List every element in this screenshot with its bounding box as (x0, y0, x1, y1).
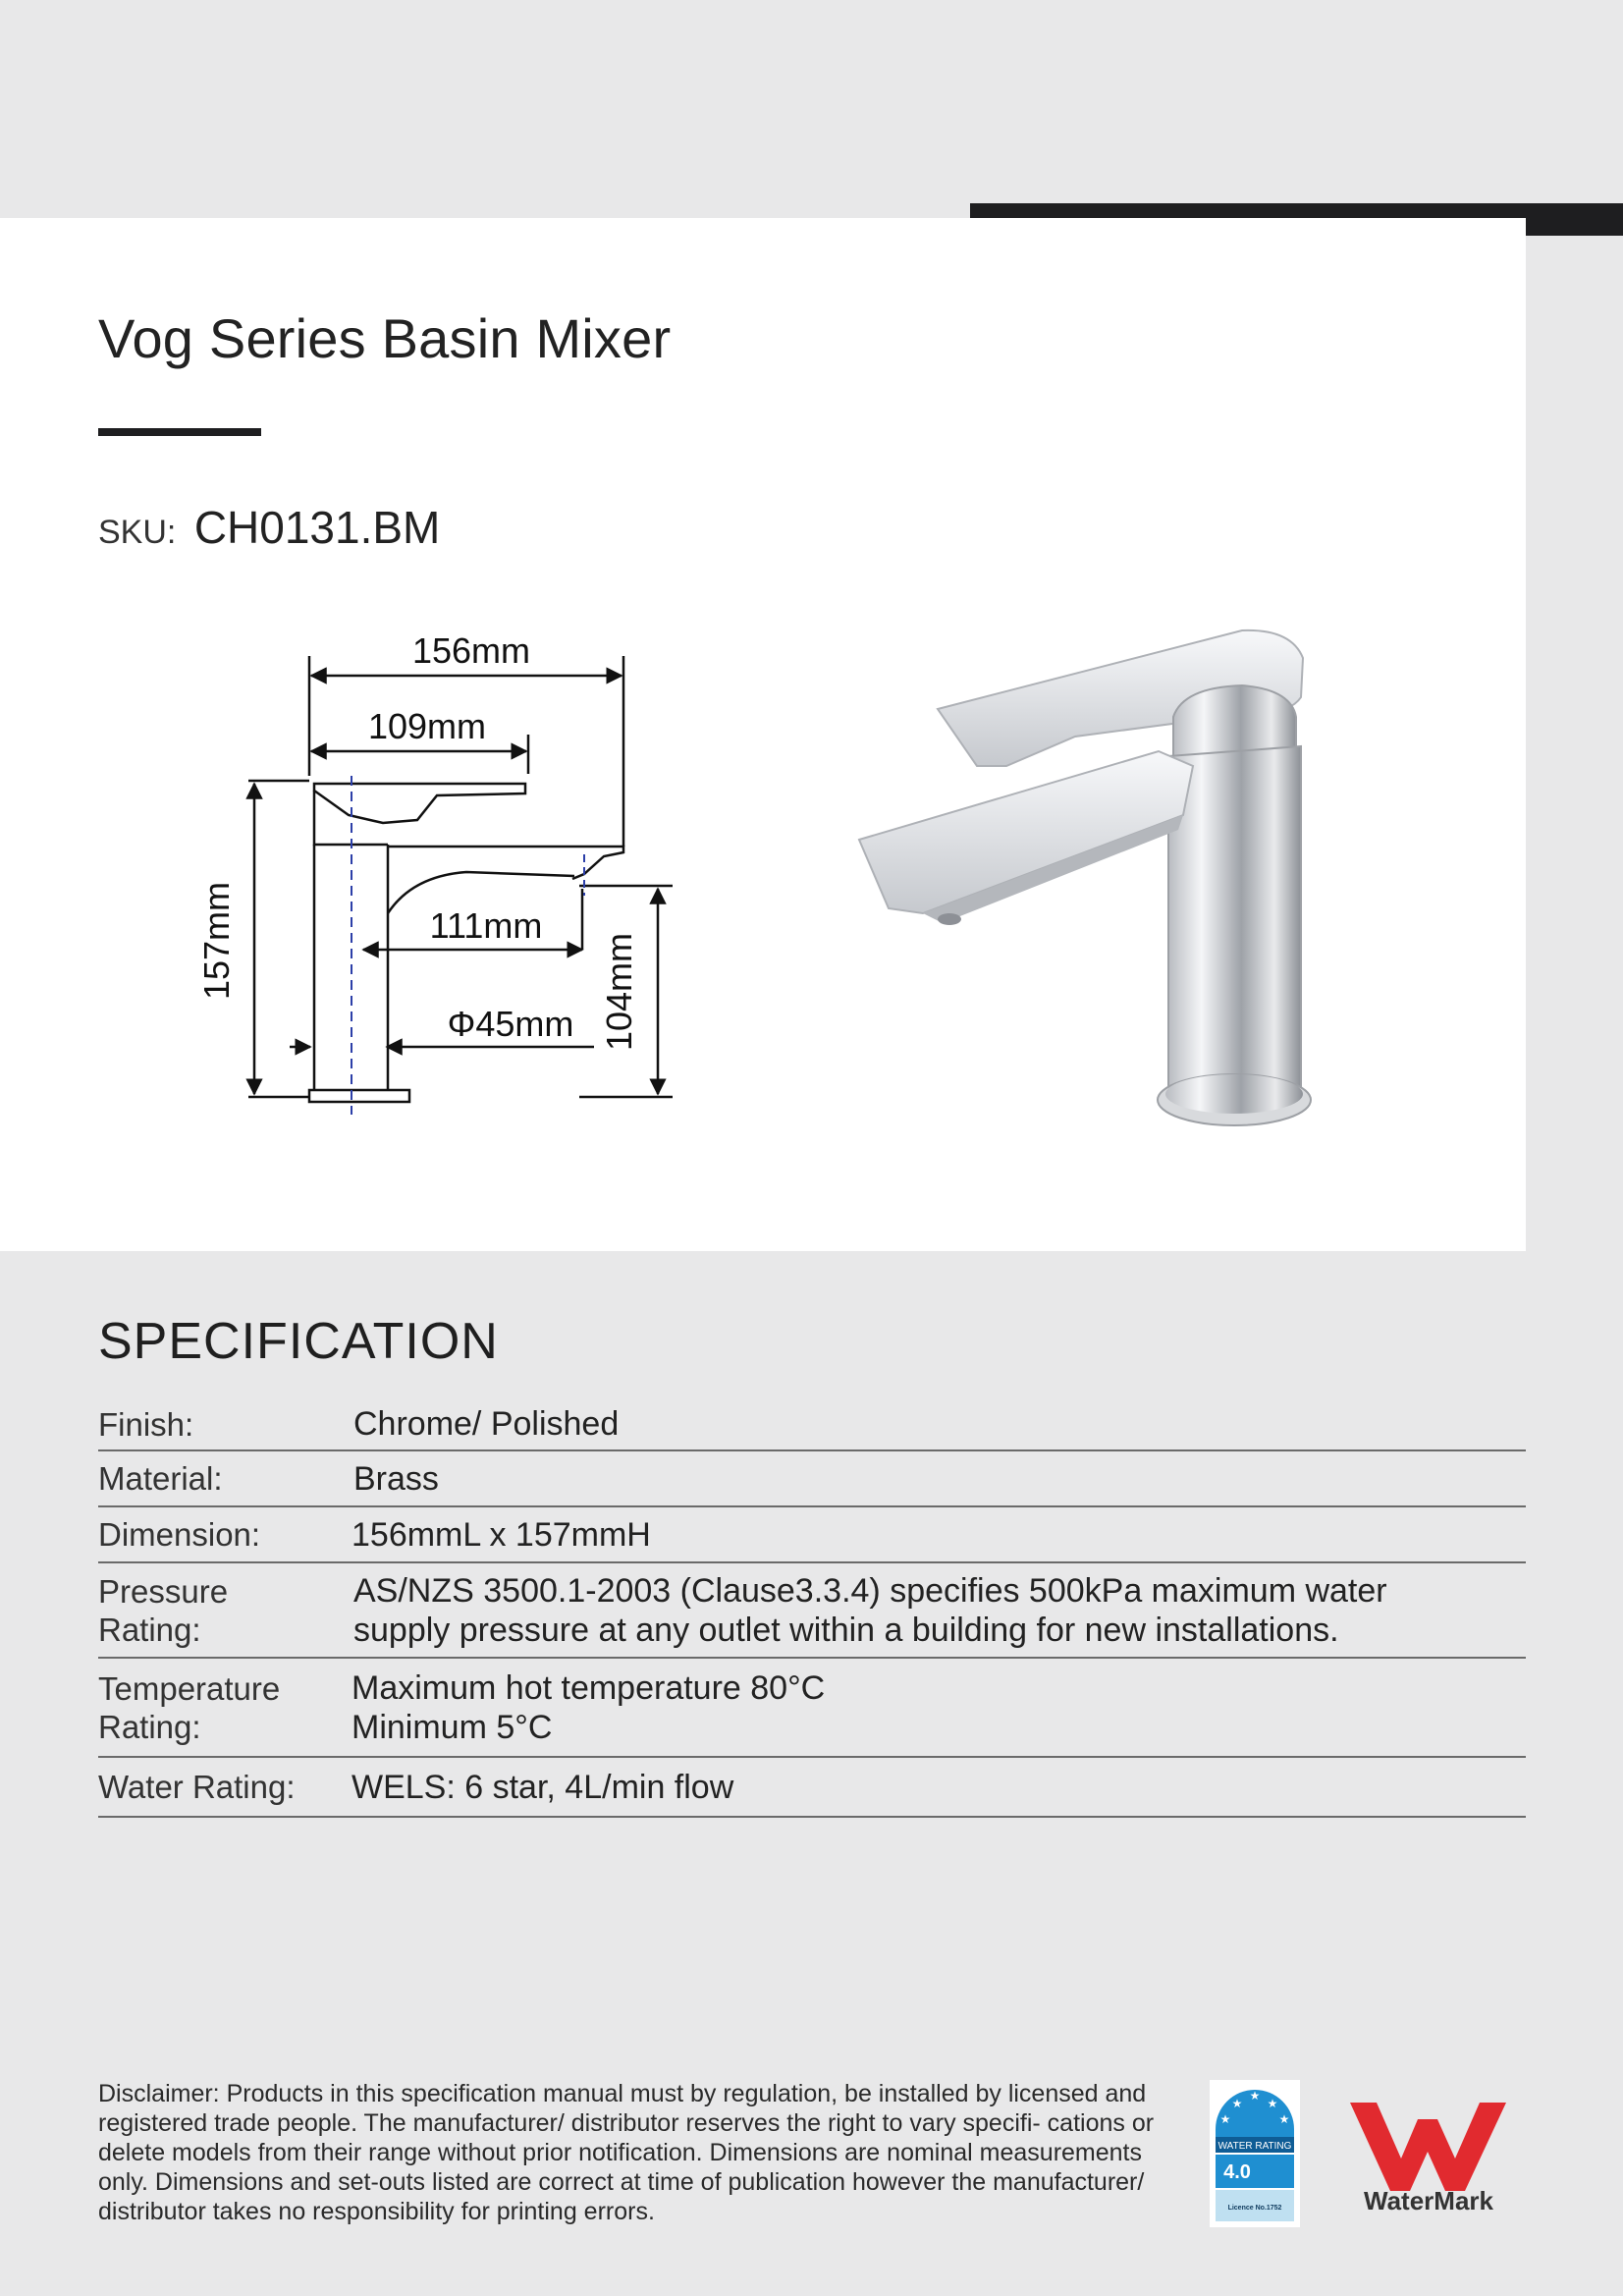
spec-row-temperature (98, 1659, 1526, 1758)
spec-value-line: AS/NZS 3500.1-2003 (Clause3.3.4) specifies 500kPa maximum water (353, 1571, 1387, 1610)
sku-label: SKU: (98, 514, 177, 551)
dim-overall-length: 156mm (411, 630, 531, 671)
specification-table (98, 1398, 1526, 1818)
spec-row-finish (98, 1398, 1526, 1451)
spec-row-dimension (98, 1507, 1526, 1563)
wels-rating-badge (1210, 2080, 1300, 2227)
dim-handle-length: 109mm (367, 706, 487, 746)
spec-label: Water Rating: (98, 1769, 296, 1805)
sku-line (98, 501, 440, 554)
watermark-label: WaterMark (1364, 2186, 1493, 2215)
spec-row-pressure (98, 1563, 1526, 1659)
star-icon: ★ (1278, 2112, 1290, 2126)
spec-label (98, 1669, 352, 1746)
wels-value: 4.0 (1223, 2161, 1251, 2183)
specification-title: SPECIFICATION (98, 1313, 499, 1370)
spec-label: Material: (98, 1460, 223, 1497)
spec-label-line: Rating: (98, 1611, 201, 1648)
dim-spout-reach: 111mm (429, 905, 543, 946)
wels-licence: Licence No.1752 (1227, 2205, 1282, 2212)
dim-base-diameter: Φ45mm (447, 1004, 574, 1044)
spec-value-line: supply pressure at any outlet within a building for new installations. (353, 1611, 1339, 1649)
spec-value: 156mmL x 157mmH (352, 1515, 651, 1554)
spec-value: Brass (353, 1459, 439, 1498)
dimension-drawing (191, 619, 692, 1129)
spec-label-line: Temperature (98, 1669, 281, 1707)
star-icon: ★ (1249, 2089, 1261, 2103)
dim-spout-height: 104mm (599, 932, 639, 1052)
star-icon: ★ (1267, 2097, 1278, 2110)
spec-value (352, 1571, 1526, 1650)
spec-value (352, 1668, 1526, 1747)
page-title: Vog Series Basin Mixer (98, 307, 672, 369)
sku-value: CH0131.BM (193, 502, 441, 553)
spec-value: WELS: 6 star, 4L/min flow (352, 1768, 734, 1806)
star-icon: ★ (1231, 2097, 1243, 2110)
spec-label-line: Pressure (98, 1572, 229, 1610)
spec-label: Finish: (98, 1405, 194, 1443)
title-underline (98, 428, 261, 436)
spec-label-line: Rating: (98, 1708, 201, 1745)
wels-heading: WATER RATING (1217, 2141, 1292, 2152)
spec-value: Chrome/ Polished (353, 1405, 620, 1443)
spec-row-water-rating (98, 1758, 1526, 1818)
spec-value-line: Maximum hot temperature 80°C (352, 1668, 826, 1707)
product-photo (830, 619, 1340, 1129)
spec-row-material (98, 1451, 1526, 1507)
spec-value-line: Minimum 5°C (352, 1708, 553, 1746)
disclaimer-text: Disclaimer: Products in this specification manual must by regulation, be installed by licensed and registered trade people. The manufacturer/ distributor reserves the right to vary specifi- cations or delete models from their range without prior notification. Dimensions are nominal measurements only. Dimensions and set-outs listed are correct at time of publication however the manufacturer/ distributor takes no responsibility for printing errors. (98, 2080, 1155, 2225)
spec-label (98, 1572, 352, 1649)
star-icon: ★ (1219, 2112, 1231, 2126)
spec-label: Dimension: (98, 1516, 261, 1553)
dim-height: 157mm (196, 881, 237, 1001)
